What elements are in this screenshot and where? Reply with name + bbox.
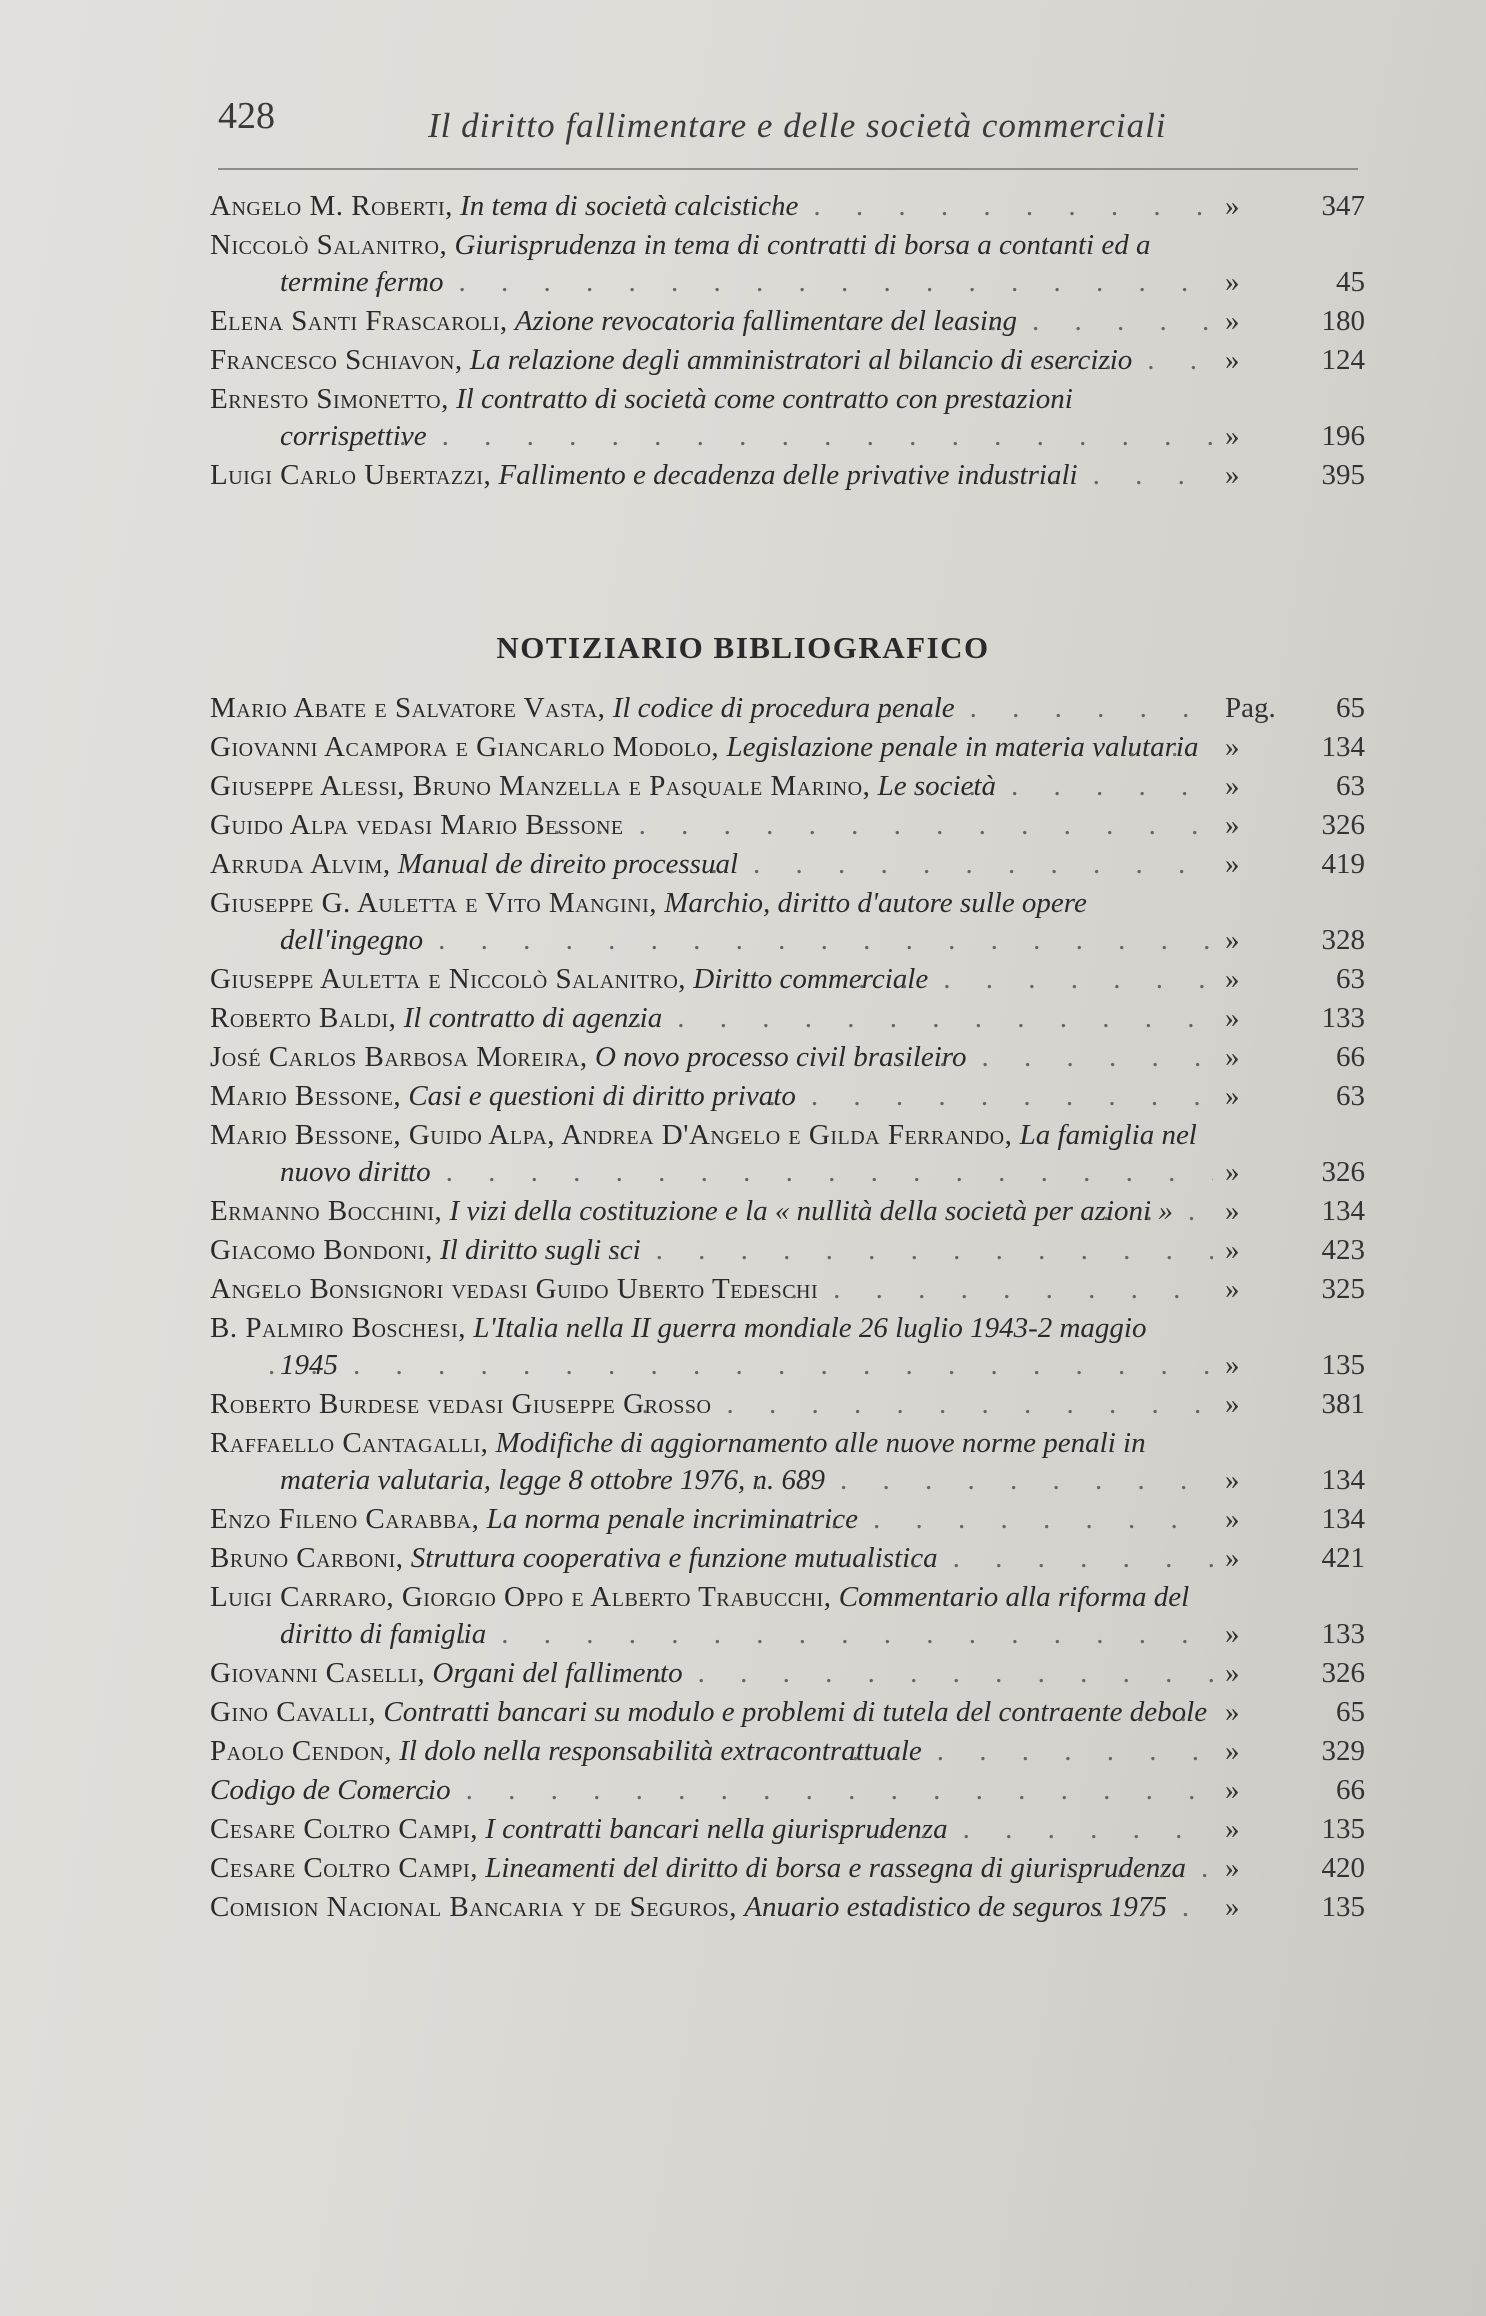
entry-page-ref xyxy=(1213,1271,1365,1308)
entry-ditto-mark: » xyxy=(1225,1735,1240,1767)
entry-ditto-mark: » xyxy=(1225,809,1240,841)
entry-title: Le società xyxy=(877,770,996,802)
entry-author: José Carlos Barbosa Moreira, xyxy=(210,1041,588,1073)
entry-page-number: 134 xyxy=(1321,1503,1365,1535)
entry-text xyxy=(210,1193,1213,1230)
entry-title: Manual de direito processual xyxy=(397,848,738,880)
entry-text xyxy=(210,1889,1213,1926)
entry-page-number: 66 xyxy=(1336,1041,1365,1073)
entry-author: Mario Bessone, xyxy=(210,1080,402,1112)
entry-page-ref xyxy=(1213,690,1365,727)
index-entry xyxy=(210,690,1365,727)
entry-title: In tema di società calcistiche xyxy=(460,190,799,222)
entry-author: Gino Cavalli, xyxy=(210,1696,377,1728)
entry-text xyxy=(210,768,1213,805)
entry-title: Commentario alla riforma del diritto di famiglia xyxy=(280,1581,1190,1650)
entry-title: Il codice di procedura penale xyxy=(612,692,955,724)
entry-page-ref xyxy=(1213,1616,1365,1653)
entry-text xyxy=(210,690,1213,727)
entry-text xyxy=(210,303,1213,340)
entry-page-ref xyxy=(1213,846,1365,883)
entry-title: Codigo de Comercio xyxy=(210,1774,451,1806)
section-title: NOTIZIARIO BIBLIOGRAFICO xyxy=(496,630,990,665)
entry-page-ref xyxy=(1213,1154,1365,1191)
entry-page-number: 133 xyxy=(1321,1002,1365,1034)
entry-page-ref xyxy=(1213,1347,1365,1384)
entry-ditto-mark: » xyxy=(1225,1542,1240,1574)
index-entry xyxy=(210,188,1365,225)
entry-author: Roberto Baldi, xyxy=(210,1002,397,1034)
entry-ditto-mark: » xyxy=(1225,1080,1240,1112)
entry-title: Fallimento e decadenza delle privative industriali xyxy=(498,459,1078,491)
index-entry xyxy=(210,846,1365,883)
entry-author: Mario Abate e Salvatore Vasta, xyxy=(210,692,606,724)
entry-title: L'Italia nella II guerra mondiale 26 luglio 1943-2 maggio 1945 xyxy=(280,1312,1147,1381)
index-entry xyxy=(210,1889,1365,1926)
entry-author: Ermanno Bocchini, xyxy=(210,1195,443,1227)
entry-text xyxy=(210,1501,1213,1538)
entry-page-ref xyxy=(1213,1655,1365,1692)
entry-author: Luigi Carraro, Giorgio Oppo e Alberto Trabucchi, xyxy=(210,1581,832,1613)
entry-page-number: 395 xyxy=(1321,459,1365,491)
entry-author: Giovanni Caselli, xyxy=(210,1657,426,1689)
entry-author: Giuseppe G. Auletta e Vito Mangini, xyxy=(210,887,658,919)
entry-author: Ernesto Simonetto, xyxy=(210,383,449,415)
entry-page-number: 326 xyxy=(1321,1657,1365,1689)
entry-page-number: 134 xyxy=(1321,731,1365,763)
entry-page-ref xyxy=(1213,1733,1365,1770)
entry-author: Elena Santi Frascaroli, xyxy=(210,305,508,337)
entry-author: Francesco Schiavon, xyxy=(210,344,463,376)
entry-author: Cesare Coltro Campi, xyxy=(210,1813,478,1845)
entry-page-number: 328 xyxy=(1321,924,1365,956)
index-entry xyxy=(210,1501,1365,1538)
entry-ditto-mark: » xyxy=(1225,1852,1240,1884)
index-entry xyxy=(210,807,1365,844)
entry-page-number: 381 xyxy=(1321,1388,1365,1420)
entry-page-ref xyxy=(1213,1462,1365,1499)
entry-text xyxy=(210,1772,1213,1809)
index-entry xyxy=(210,1232,1365,1269)
entry-page-number: 419 xyxy=(1321,848,1365,880)
entry-page-ref xyxy=(1213,922,1365,959)
entry-page-ref xyxy=(1213,188,1365,225)
entry-text xyxy=(210,1078,1213,1115)
entry-title: Marchio, diritto d'autore sulle opere dell'ingegno xyxy=(280,887,1087,956)
entry-page-number: 134 xyxy=(1321,1195,1365,1227)
entry-author: Comision Nacional Bancaria y de Seguros, xyxy=(210,1891,738,1923)
entry-page-number: 124 xyxy=(1321,344,1365,376)
index-entry xyxy=(210,1850,1365,1887)
entry-author: Raffaello Cantagalli, xyxy=(210,1427,489,1459)
entry-text xyxy=(210,1733,1213,1770)
entry-title: La relazione degli amministratori al bilancio di esercizio xyxy=(469,344,1133,376)
entry-page-ref xyxy=(1213,1501,1365,1538)
entry-ditto-mark: » xyxy=(1225,770,1240,802)
entry-title: Giurisprudenza in tema di contratti di borsa a contanti ed a termine fermo xyxy=(280,229,1151,298)
entry-text xyxy=(210,846,1213,883)
entry-page-ref xyxy=(1213,729,1365,766)
entry-page-number: 66 xyxy=(1336,1774,1365,1806)
entry-ditto-mark: » xyxy=(1225,344,1240,376)
index-entry xyxy=(210,1039,1365,1076)
entry-ditto-mark: » xyxy=(1225,1156,1240,1188)
page-number: 428 xyxy=(218,95,275,137)
entry-page-ref xyxy=(1213,1078,1365,1115)
entry-text xyxy=(210,1000,1213,1037)
entry-ditto-mark: » xyxy=(1225,731,1240,763)
index-entry xyxy=(210,1271,1365,1308)
index-entry xyxy=(210,768,1365,805)
entry-page-ref xyxy=(1213,1039,1365,1076)
entry-text xyxy=(210,885,1213,959)
entry-author: Paolo Cendon, xyxy=(210,1735,393,1767)
index-entry xyxy=(210,1000,1365,1037)
entry-page-ref xyxy=(1213,1000,1365,1037)
entry-page-ref xyxy=(1213,342,1365,379)
entry-author: Giuseppe Auletta e Niccolò Salanitro, xyxy=(210,963,687,995)
index-entry xyxy=(210,227,1365,301)
entry-page-number: 63 xyxy=(1336,963,1365,995)
entry-page-number: 347 xyxy=(1321,190,1365,222)
entry-title: Il contratto di società come contratto con prestazioni corrispettive xyxy=(280,383,1073,452)
entry-page-ref xyxy=(1213,418,1365,455)
index-entry xyxy=(210,303,1365,340)
entry-page-number: 135 xyxy=(1321,1349,1365,1381)
entry-ditto-mark: » xyxy=(1225,1891,1240,1923)
index-entry xyxy=(210,381,1365,455)
entry-page-ref xyxy=(1213,807,1365,844)
entry-page-number: 180 xyxy=(1321,305,1365,337)
entry-title: Contratti bancari su modulo e problemi di tutela del contraente debole xyxy=(383,1696,1208,1728)
entry-page-number: 423 xyxy=(1321,1234,1365,1266)
index-entry xyxy=(210,1579,1365,1653)
entry-ditto-mark: » xyxy=(1225,1195,1240,1227)
entry-ditto-mark: » xyxy=(1225,924,1240,956)
entry-text xyxy=(210,1117,1213,1191)
entry-ditto-mark: » xyxy=(1225,420,1240,452)
entry-title: Struttura cooperativa e funzione mutualistica xyxy=(410,1542,938,1574)
entry-page-number: 329 xyxy=(1321,1735,1365,1767)
entry-title: I vizi della costituzione e la « nullità della società per azioni » xyxy=(449,1195,1173,1227)
entry-title: Modifiche di aggiornamento alle nuove norme penali in materia valutaria, legge 8 ottobre 1976, n. 689 xyxy=(280,1427,1146,1496)
entry-ditto-mark: » xyxy=(1225,1349,1240,1381)
entry-page-ref xyxy=(1213,1386,1365,1423)
entry-title: Organi del fallimento xyxy=(432,1657,683,1689)
entry-title: Casi e questioni di diritto privato xyxy=(408,1080,796,1112)
entry-text xyxy=(210,1271,1213,1308)
entry-author: Mario Bessone, Guido Alpa, Andrea D'Angelo e Gilda Ferrando, xyxy=(210,1119,1013,1151)
entry-page-ref xyxy=(1213,264,1365,301)
index-entry xyxy=(210,961,1365,998)
entry-text xyxy=(210,1811,1213,1848)
entry-ditto-mark: » xyxy=(1225,1273,1240,1305)
index-entry xyxy=(210,342,1365,379)
entry-ditto-mark: » xyxy=(1225,1503,1240,1535)
index-entry xyxy=(210,1078,1365,1115)
entry-title: Azione revocatoria fallimentare del leasing xyxy=(514,305,1017,337)
index-entry xyxy=(210,1811,1365,1848)
entry-page-ref xyxy=(1213,457,1365,494)
entry-page-number: 196 xyxy=(1321,420,1365,452)
entry-title: Il contratto di agenzia xyxy=(403,1002,663,1034)
entry-text xyxy=(210,1850,1213,1887)
entry-title: Diritto commerciale xyxy=(693,963,929,995)
entry-ditto-mark: » xyxy=(1225,190,1240,222)
entry-title: La famiglia nel nuovo diritto xyxy=(280,1119,1197,1188)
entry-text xyxy=(210,1540,1213,1577)
entry-page-ref xyxy=(1213,1232,1365,1269)
entry-ditto-mark: » xyxy=(1225,1813,1240,1845)
entry-page-ref xyxy=(1213,1850,1365,1887)
entry-author: B. Palmiro Boschesi, xyxy=(210,1312,467,1344)
bibliography-list xyxy=(210,690,1365,1928)
entry-ditto-mark: » xyxy=(1225,848,1240,880)
index-entry xyxy=(210,1425,1365,1499)
entry-author: Guido Alpa vedasi Mario Bessone xyxy=(210,809,624,841)
entry-text xyxy=(210,1310,1213,1384)
entry-page-number: 135 xyxy=(1321,1891,1365,1923)
entry-text xyxy=(210,729,1213,766)
entry-page-ref xyxy=(1213,1889,1365,1926)
index-entry xyxy=(210,1733,1365,1770)
entry-page-number: 326 xyxy=(1321,809,1365,841)
entry-author: Angelo Bonsignori vedasi Guido Uberto Tedeschi xyxy=(210,1273,819,1305)
entry-author: Angelo M. Roberti, xyxy=(210,190,453,222)
index-entry xyxy=(210,1772,1365,1809)
running-title: Il diritto fallimentare e delle società commerciali xyxy=(428,106,1167,145)
entry-page-ref xyxy=(1213,768,1365,805)
entry-text xyxy=(210,1579,1213,1653)
entry-author: Enzo Fileno Carabba, xyxy=(210,1503,480,1535)
entry-author: Bruno Carboni, xyxy=(210,1542,404,1574)
index-entry xyxy=(210,885,1365,959)
entry-ditto-mark: » xyxy=(1225,1041,1240,1073)
index-entry xyxy=(210,1386,1365,1423)
entry-text xyxy=(210,342,1213,379)
entry-author: Luigi Carlo Ubertazzi, xyxy=(210,459,492,491)
entry-text xyxy=(210,188,1213,225)
entry-text xyxy=(210,457,1213,494)
entry-page-number: 63 xyxy=(1336,1080,1365,1112)
entry-text xyxy=(210,381,1213,455)
entry-ditto-mark: Pag. xyxy=(1225,692,1276,724)
entry-text xyxy=(210,1655,1213,1692)
index-entry xyxy=(210,1540,1365,1577)
top-entry-list xyxy=(210,188,1365,496)
entry-page-number: 45 xyxy=(1336,266,1365,298)
entry-title: La norma penale incriminatrice xyxy=(486,1503,858,1535)
index-entry xyxy=(210,1655,1365,1692)
entry-page-number: 326 xyxy=(1321,1156,1365,1188)
entry-page-number: 133 xyxy=(1321,1618,1365,1650)
entry-author: Roberto Burdese vedasi Giuseppe Grosso xyxy=(210,1388,712,1420)
entry-page-ref xyxy=(1213,1540,1365,1577)
entry-ditto-mark: » xyxy=(1225,1657,1240,1689)
entry-page-ref xyxy=(1213,961,1365,998)
entry-author: Giovanni Acampora e Giancarlo Modolo, xyxy=(210,731,720,763)
entry-text xyxy=(210,1039,1213,1076)
entry-text xyxy=(210,1425,1213,1499)
entry-ditto-mark: » xyxy=(1225,1774,1240,1806)
index-entry xyxy=(210,1193,1365,1230)
entry-page-number: 135 xyxy=(1321,1813,1365,1845)
entry-page-number: 421 xyxy=(1321,1542,1365,1574)
index-entry xyxy=(210,457,1365,494)
entry-ditto-mark: » xyxy=(1225,1002,1240,1034)
entry-title: O novo processo civil brasileiro xyxy=(594,1041,967,1073)
entry-page-ref xyxy=(1213,1694,1365,1731)
entry-ditto-mark: » xyxy=(1225,305,1240,337)
entry-text xyxy=(210,1694,1213,1731)
entry-title: Legislazione penale in materia valutaria xyxy=(726,731,1199,763)
entry-ditto-mark: » xyxy=(1225,963,1240,995)
index-entry xyxy=(210,729,1365,766)
entry-title: Anuario estadistico de seguros 1975 xyxy=(744,1891,1167,1923)
entry-page-ref xyxy=(1213,303,1365,340)
entry-ditto-mark: » xyxy=(1225,1464,1240,1496)
entry-text xyxy=(210,1386,1213,1423)
entry-author: Cesare Coltro Campi, xyxy=(210,1852,478,1884)
entry-author: Niccolò Salanitro, xyxy=(210,229,448,261)
entry-ditto-mark: » xyxy=(1225,1388,1240,1420)
index-entry xyxy=(210,1117,1365,1191)
entry-page-ref xyxy=(1213,1193,1365,1230)
entry-ditto-mark: » xyxy=(1225,1696,1240,1728)
entry-title: I contratti bancari nella giurisprudenza xyxy=(485,1813,948,1845)
entry-page-number: 63 xyxy=(1336,770,1365,802)
entry-page-ref xyxy=(1213,1811,1365,1848)
entry-author: Giacomo Bondoni, xyxy=(210,1234,433,1266)
entry-page-ref xyxy=(1213,1772,1365,1809)
entry-ditto-mark: » xyxy=(1225,1234,1240,1266)
index-entry xyxy=(210,1694,1365,1731)
entry-title: Lineamenti del diritto di borsa e rassegna di giurisprudenza xyxy=(485,1852,1187,1884)
entry-page-number: 420 xyxy=(1321,1852,1365,1884)
page-header xyxy=(218,88,1358,170)
entry-page-number: 134 xyxy=(1321,1464,1365,1496)
entry-page-number: 65 xyxy=(1336,692,1365,724)
entry-author: Giuseppe Alessi, Bruno Manzella e Pasquale Marino, xyxy=(210,770,871,802)
entry-page-number: 65 xyxy=(1336,1696,1365,1728)
entry-title: Il dolo nella responsabilità extracontrattuale xyxy=(399,1735,922,1767)
entry-text xyxy=(210,961,1213,998)
index-entry xyxy=(210,1310,1365,1384)
entry-title: Il diritto sugli sci xyxy=(440,1234,641,1266)
entry-text xyxy=(210,227,1213,301)
entry-text xyxy=(210,807,1213,844)
entry-text xyxy=(210,1232,1213,1269)
entry-author: Arruda Alvim, xyxy=(210,848,391,880)
entry-ditto-mark: » xyxy=(1225,459,1240,491)
entry-page-number: 325 xyxy=(1321,1273,1365,1305)
entry-ditto-mark: » xyxy=(1225,1618,1240,1650)
entry-ditto-mark: » xyxy=(1225,266,1240,298)
